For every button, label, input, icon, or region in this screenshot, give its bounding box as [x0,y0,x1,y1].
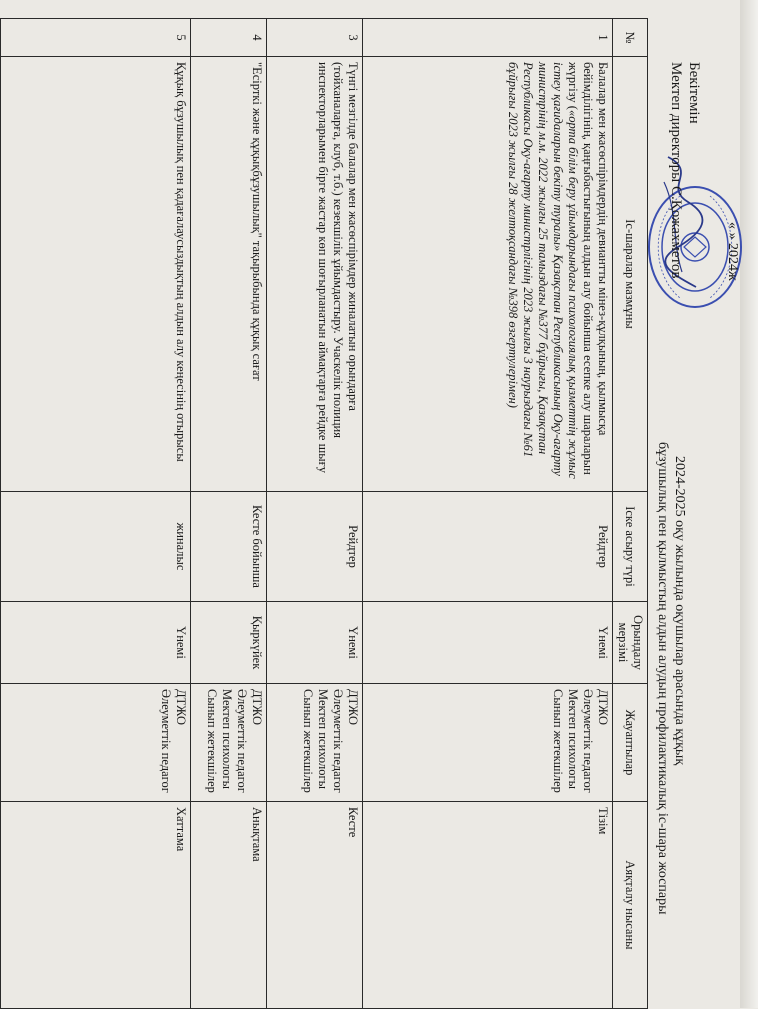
table-row [191,19,267,1009]
responsible-list [191,684,267,802]
approval-date: « » 2024ж [725,222,740,281]
responsible-item: Мектеп психологы [316,689,330,790]
responsible-item: Әлеуметтік педагог [581,689,595,793]
responsible-item: Мектеп психологы [566,689,580,790]
document-title-line-2: бұзушылық пен қылмыстың алдын алудың профилактикалық іс-шара жоспары [655,442,670,915]
table-row [1,19,191,1009]
row-number: 5 [1,19,191,57]
responsible-list [267,684,363,802]
column-header: Жауаптылар [613,684,648,802]
activity-content: "Есірткі және құқықбұзушылық" тақырыбында құқық сағат [191,57,267,492]
completion-form: Анықтама [191,802,267,1009]
responsible-list [1,684,191,802]
table-header-row [613,19,648,1009]
director-line: Мектеп директоры С.Қожахметов [668,62,684,279]
completion-form: Тізім [363,802,613,1009]
column-header: Орындалу мерзімі [613,602,648,684]
column-header: № [613,19,648,57]
implementation-type: жиналыс [1,492,191,602]
completion-form: Хаттама [1,802,191,1009]
implementation-type: Кесте бойынша [191,492,267,602]
implementation-type: Рейдтер [363,492,613,602]
deadline: Үнемі [363,602,613,684]
responsible-item: Сынып жетекшілер [301,689,315,793]
responsible-item: Әлеуметтік педагог [159,689,173,793]
responsible-list [363,684,613,802]
responsible-item: ДТЖО [174,689,188,726]
responsible-item: Сынып жетекшілер [205,689,219,793]
row-number: 1 [363,19,613,57]
column-header: Іске асыру түрі [613,492,648,602]
activity-text: Балалар мен жасөспірімдердің девиантты мінез-құлқының, қылмысқа бейімділігінің, қаңғыбастығының алдын алу бойынша есепке алу шараларын жүргізу ( [566,62,610,475]
row-number: 3 [267,19,363,57]
column-header: Аяқталу нысаны [613,802,648,1009]
activity-content: Түнгі мезгілде балалар мен жасөспірімдер жиналатын орындарға (тойханаларға, клуб, т.б.) кезекшілік ұйымдастыру. Учаскелік полиция инспекторларымен бірге жастар көп шоғырланатын аймақтарға рейдке шығу [267,57,363,492]
activity-plan-table [0,18,648,1009]
approval-label: Бекітемін [686,62,702,124]
column-header: Іс-шаралар мазмұны [613,57,648,492]
responsible-item: Сынып жетекшілер [551,689,565,793]
table-row [363,19,613,1009]
approval-block [640,62,752,422]
responsible-item: ДТЖО [250,689,264,726]
deadline: Үнемі [267,602,363,684]
activity-content: Құқық бұзушылық пен қадағалаусыздықтың алдын алу кеңесінің отырысы [1,57,191,492]
deadline: Үнемі [1,602,191,684]
deadline: Қыркүйек [191,602,267,684]
responsible-item: Мектеп психологы [220,689,234,790]
completion-form: Кесте [267,802,363,1009]
row-number: 4 [191,19,267,57]
responsible-item: Әлеуметтік педагог [235,689,249,793]
responsible-item: ДТЖО [596,689,610,726]
responsible-item: ДТЖО [346,689,360,726]
table-row [267,19,363,1009]
implementation-type: Рейдтер [267,492,363,602]
responsible-item: Әлеуметтік педагог [331,689,345,793]
activity-note: «орта білім беру ұйымдарындағы психологиялық қызметтің жұмыс істеу қағидаларын бекіту туралы» Қазақстан Республикасының Оқу-ағарту министрінің м.м. 2022 жылғы 25 тамыздағы №377 бұйрығы, Қазақстан Республикасы Оқу-ағарту министрлігінің 2023 жылғы 3 наурыздағы №61 бұйрығы 2023 жылғы 28 желтоқсандағы №398 өзгертулерімен) [506,62,580,479]
activity-content [363,57,613,492]
document-title-line-1: 2024-2025 оқу жылында оқушылар арасында құқық [672,456,687,766]
